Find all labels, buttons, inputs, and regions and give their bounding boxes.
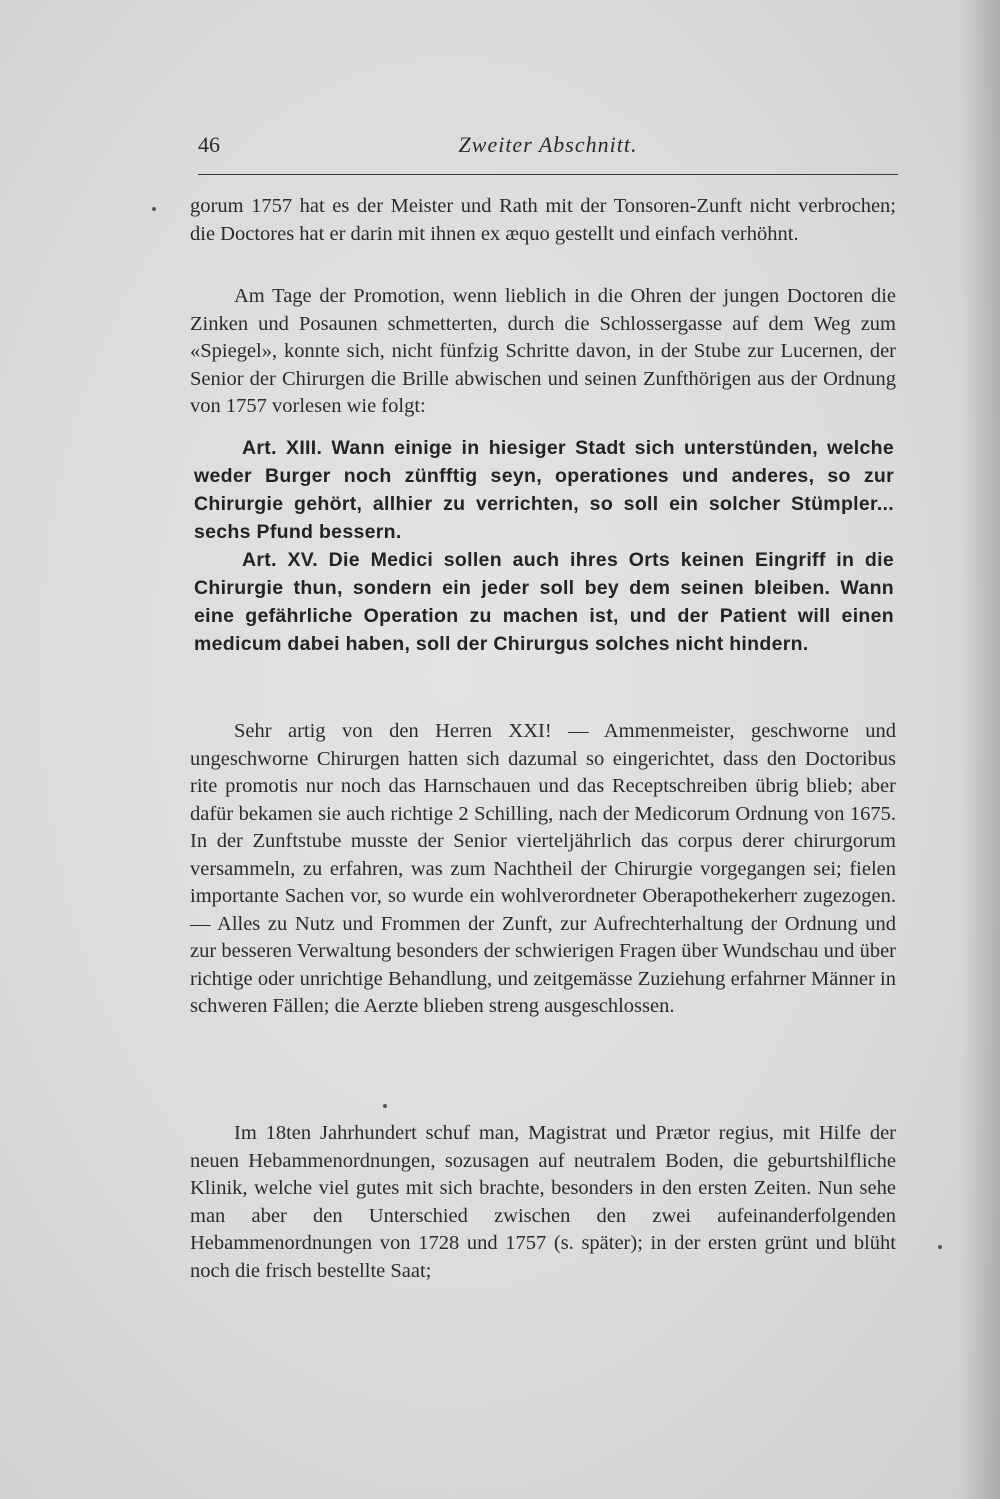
scan-speck [383,1104,387,1108]
paragraph-2-text: Am Tage der Promotion, wenn lieblich in die Ohren der jungen Doctoren die Zinken und Posaunen schmetterten, durch die Schlossergasse auf dem Weg zum «Spiegel», konnte sich, nicht fünfzig Schritte davon, in der Stube zur Lucernen, der Senior der Chirurgen die Brille abwischen und seinen Zunfthörigen aus der Ordnung von 1757 vorlesen wie folgt: [190,285,896,417]
paragraph-3 [190,718,896,1021]
quoted-articles [194,434,894,658]
running-title: Zweiter Abschnitt. [458,132,638,157]
page-edge-shadow [960,0,1000,1499]
scan-speck [938,1245,942,1249]
article-xv: Art. XV. Die Medici sollen auch ihres Orts keinen Eingriff in die Chirurgie thun, sondern ein jeder soll bey dem seinen bleiben. Wann eine gefährliche Operation zu machen ist, und der Patient will einen medicum dabei haben, soll der Chirurgus solches nicht hindern. [194,549,894,655]
scan-speck [152,207,156,211]
paragraph-2 [190,283,896,421]
header-rule [198,174,898,175]
page-header [198,132,898,164]
article-xiii: Art. XIII. Wann einige in hiesiger Stadt sich unterstünden, welche weder Burger noch zünfftig seyn, operationes und anderes, so zur Chirurgie gehört, allhier zu verrichten, so soll ein solcher Stümpler... sechs Pfund bessern. [194,437,894,543]
paragraph-1-text: gorum 1757 hat es der Meister und Rath mit der Tonsoren-Zunft nicht verbrochen; die Doctores hat er darin mit ihnen ex æquo gestellt und einfach verhöhnt. [190,195,896,245]
paragraph-4-text: Im 18ten Jahrhundert schuf man, Magistrat und Prætor regius, mit Hilfe der neuen Hebammenordnungen, sozusagen auf neutralem Boden, die geburtshilfliche Klinik, welche viel gutes mit sich brachte, besonders in den ersten Zeiten. Nun sehe man aber den Unterschied zwischen den zwei aufeinanderfolgenden Hebammenordnungen von 1728 und 1757 (s. später); in der ersten grünt und blüht noch die frisch bestellte Saat; [190,1122,896,1282]
paragraph-3-text: Sehr artig von den Herren XXI! — Ammenmeister, geschworne und ungeschworne Chirurgen hatten sich dazumal so eingerichtet, dass den Doctoribus rite promotis nur noch das Harnschauen und das Receptschreiben übrig blieb; aber dafür bekamen sie auch richtige 2 Schilling, nach der Medicorum Ordnung von 1675. In der Zunftstube musste der Senior vierteljährlich das corpus derer chirurgorum versammeln, zu erfahren, was zum Nachtheil der Chirurgie vorgegangen sei; fielen importante Sachen vor, so wurde ein wohlverordneter Oberapothekerherr zugezogen. — Alles zu Nutz und Frommen der Zunft, zur Aufrechterhaltung der Ordnung und zur besseren Verwaltung besonders der schwierigen Fragen über Wundschau und über richtige oder unrichtige Behandlung, und zeitgemässe Zuziehung erfahrner Männer in schweren Fällen; die Aerzte blieben streng ausgeschlossen. [190,720,896,1017]
paragraph-1 [190,193,896,248]
paragraph-4 [190,1120,896,1285]
page-number: 46 [198,132,220,157]
